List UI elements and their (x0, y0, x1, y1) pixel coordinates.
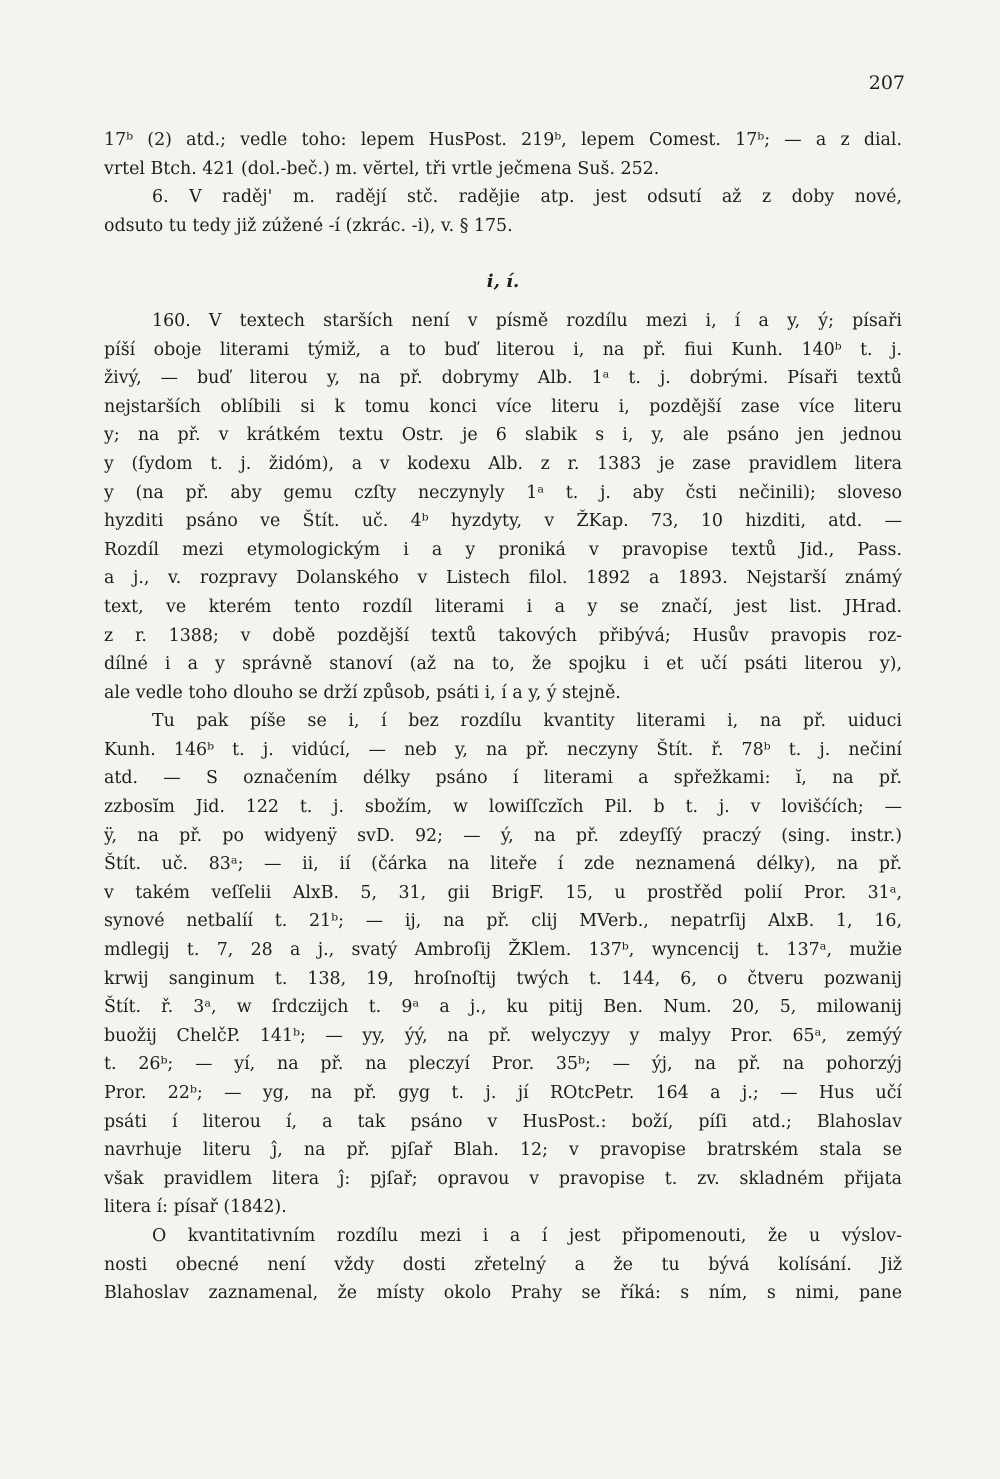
text-line: text, ve kterém tento rozdíl literami i a y se značí, jest list. JHrad. (104, 596, 902, 617)
text-line: y (ſydom t. j. židóm), a v kodexu Alb. z r. 1383 je zase pravidlem litera (104, 453, 902, 474)
text-line: Rozdíl mezi etymologickým i a y proniká v pravopise textů Jid., Pass. (104, 539, 902, 560)
text-line: hyzditi psáno ve Štít. uč. 4ᵇ hyzdyty, v ŽKap. 73, 10 hizditi, atd. — (104, 511, 902, 532)
text-line: synové netbalíí t. 21ᵇ; — ij, na př. clij MVerb., nepatrſij AlxB. 1, 16, (104, 911, 902, 932)
text-line: dílné i a y správně stanoví (až na to, že spojku i et učí psáti literou y), (104, 654, 902, 675)
text-line: O kvantitativním rozdílu mezi i a í jest připomenouti, že u výslov- (152, 1225, 902, 1246)
text-line: litera í: písař (1842). (104, 1197, 287, 1218)
text-line: krwij sanginum t. 138, 19, hroſnoſtij twých t. 144, 6, o čtveru pozwanij (104, 968, 902, 989)
text-line: nosti obecné není vždy dosti zřetelný a že tu bývá kolísání. Již (104, 1254, 902, 1275)
text-line: Štít. ř. 3ᵃ, w ſrdczijch t. 9ᵃ a j., ku pitij Ben. Num. 20, 5, milowanij (104, 997, 902, 1018)
text-line: píší oboje literami týmiž, a to buď literou i, na př. fiui Kunh. 140ᵇ t. j. (104, 339, 902, 360)
section-heading: i, í. (486, 271, 520, 293)
text-line: Tu pak píše se i, í bez rozdílu kvantity literami i, na př. uiduci (152, 711, 902, 732)
text-line: t. 26ᵇ; — yí, na př. na pleczyí Pror. 35ᵇ; — ýj, na př. na pohorzýj (104, 1054, 902, 1075)
text-line: zzbosĭm Jid. 122 t. j. sbožím, w lowiſſczĭch Pil. b t. j. v lovišćích; — (104, 797, 902, 818)
text-line: z r. 1388; v době pozdější textů takových přibývá; Husův pravopis roz- (104, 625, 902, 646)
text-line: 160. V textech starších není v písmě rozdílu mezi i, í a y, ý; písaři (152, 310, 902, 331)
text-line: vrtel Btch. 421 (dol.-beč.) m. vĕrtel, tři vrtle ječmena Suš. 252. (104, 158, 660, 179)
body-text (104, 126, 902, 1308)
text-line: Štít. uč. 83ᵃ; — ii, ií (čárka na liteře í zde neznamená délky), na př. (104, 854, 902, 875)
text-line: živý, — buď literou y, na př. dobrymy Alb. 1ᵃ t. j. dobrými. Písaři textů (104, 368, 902, 389)
text-line: psáti í literou í, a tak psáno v HusPost.: boží, píſi atd.; Blahoslav (104, 1111, 902, 1132)
text-line: 6. V raděj' m. radějí stč. radějie atp. jest odsutí až z doby nové, (152, 187, 902, 208)
text-line: y; na př. v krátkém textu Ostr. je 6 slabik s i, y, ale psáno jen jednou (104, 425, 902, 446)
text-line: Kunh. 146ᵇ t. j. vidúcí, — neb y, na př. neczyny Štít. ř. 78ᵇ t. j. nečiní (104, 739, 902, 760)
text-line: nejstarších oblíbili si k tomu konci více literu i, pozdější zase více literu (104, 396, 902, 417)
text-line: ÿ, na př. po widyenÿ svD. 92; — ý, na př. zdeyſſý praczý (sing. instr.) (104, 825, 902, 846)
text-line: y (na př. aby gemu czſty neczynyly 1ᵃ t. j. aby čsti nečinili); sloveso (104, 482, 902, 503)
text-line: Blahoslav zaznamenal, že místy okolo Prahy se říká: s ním, s nimi, pane (104, 1283, 902, 1304)
text-line: mdlegij t. 7, 28 a j., svatý Ambroſij ŽKlem. 137ᵇ, wyncencij t. 137ᵃ, mužie (104, 940, 902, 961)
text-line: a j., v. rozpravy Dolanského v Listech filol. 1892 a 1893. Nejstarší známý (104, 568, 902, 589)
page-number: 207 (868, 72, 905, 94)
text-line: navrhuje literu ĵ, na př. pjſař Blah. 12; v pravopise bratrském stala se (104, 1140, 902, 1161)
text-line: 17ᵇ (2) atd.; vedle toho: lepem HusPost. 219ᵇ, lepem Comest. 17ᵇ; — a z dial. (104, 130, 902, 150)
text-line: ale vedle toho dlouho se drží způsob, psáti i, í a y, ý stejně. (104, 682, 621, 703)
text-line: buožij ChelčP. 141ᵇ; — yy, ýý, na př. welyczyy y malyy Pror. 65ᵃ, zemýý (104, 1025, 902, 1046)
text-line: v takém veſſelii AlxB. 5, 31, gii BrigF. 15, u prostřěd polií Pror. 31ᵃ, (104, 882, 902, 903)
text-line: Pror. 22ᵇ; — yg, na př. gyg t. j. jí RОtcPetr. 164 a j.; — Hus učí (104, 1083, 902, 1103)
text-line: atd. — S označením délky psáno í literami a spřežkami: ĭ, na př. (104, 768, 902, 789)
text-line: však pravidlem litera ĵ: pjſař; opravou v pravopise t. zv. skladném přijata (104, 1168, 902, 1189)
text-line: odsuto tu tedy již zúžené -í (zkrác. -i), v. § 175. (104, 215, 513, 236)
